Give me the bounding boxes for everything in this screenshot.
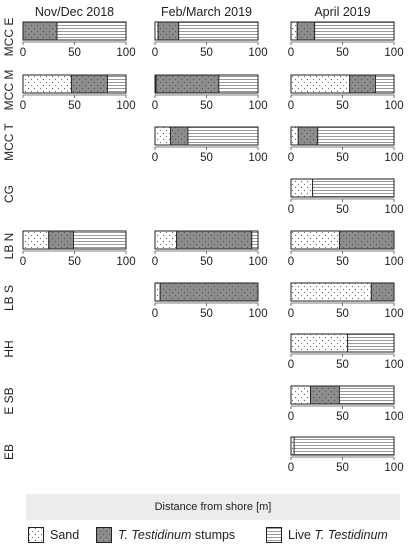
x-tick-label: 100 — [384, 359, 404, 371]
x-tick-label: 50 — [336, 152, 349, 164]
panel-cg-april-2019 — [288, 179, 404, 216]
panel-e-sb-april-2019 — [288, 386, 404, 423]
bar-segment-live — [107, 75, 126, 93]
panel-lb-s-feb-march-2019 — [152, 283, 268, 320]
panel-mcc-t-feb-march-2019 — [152, 127, 268, 164]
bar-segment-live — [188, 127, 258, 145]
bar-segment-stumps — [49, 231, 74, 249]
bar-segment-sand — [155, 283, 160, 301]
x-tick-label: 100 — [116, 47, 136, 59]
x-tick-label: 100 — [384, 308, 404, 320]
panel-lb-n-feb-march-2019 — [152, 231, 268, 268]
x-tick-label: 100 — [248, 256, 268, 268]
x-tick-label: 50 — [336, 47, 349, 59]
panel-lb-n-april-2019 — [288, 231, 404, 268]
x-tick-label: 0 — [287, 100, 295, 112]
legend-swatch-live — [266, 527, 282, 543]
x-tick-label: 50 — [68, 47, 81, 59]
x-tick-label: 50 — [336, 359, 349, 371]
x-tick-label: 50 — [336, 256, 349, 268]
panel-mcc-e-april-2019 — [288, 22, 404, 59]
row-label-eb: EB — [2, 443, 16, 461]
x-tick-label: 0 — [151, 152, 159, 164]
bar-segment-stumps — [156, 75, 219, 93]
x-tick-label: 0 — [19, 100, 27, 112]
x-tick-label: 50 — [336, 411, 349, 423]
x-tick-label: 50 — [336, 308, 349, 320]
x-axis-label: Distance from shore [m] — [26, 494, 400, 520]
bar-segment-sand — [291, 231, 339, 249]
panel-mcc-m-feb-march-2019 — [152, 75, 268, 112]
row-label-lb-n: LB N — [2, 232, 16, 260]
x-tick-label: 100 — [384, 47, 404, 59]
x-tick-label: 50 — [200, 100, 213, 112]
panel-mcc-t-april-2019 — [288, 127, 404, 164]
bar-segment-stumps — [371, 283, 394, 301]
bar-segment-stumps — [160, 283, 258, 301]
legend-swatch-stumps — [96, 527, 112, 543]
bar-segment-live — [73, 231, 126, 249]
row-label-e-sb: E SB — [2, 387, 16, 415]
x-tick-label: 50 — [336, 100, 349, 112]
bar-segment-sand — [291, 386, 311, 404]
bar-segment-live — [294, 437, 394, 455]
x-tick-label: 100 — [248, 100, 268, 112]
x-tick-label: 0 — [287, 152, 295, 164]
x-tick-label: 50 — [200, 47, 213, 59]
row-label-mcc-e: MCC E — [2, 17, 16, 57]
bar-segment-live — [313, 179, 394, 197]
column-title-april-2019: April 2019 — [314, 5, 371, 19]
bar-segment-live — [375, 75, 394, 93]
x-tick-label: 100 — [384, 204, 404, 216]
bar-segment-stumps — [23, 22, 57, 40]
x-tick-label: 0 — [287, 462, 295, 474]
bar-segment-live — [179, 22, 258, 40]
bar-segment-stumps — [177, 231, 252, 249]
bar-segment-stumps — [170, 127, 188, 145]
x-tick-label: 100 — [248, 152, 268, 164]
x-tick-label: 100 — [384, 411, 404, 423]
x-tick-label: 50 — [200, 256, 213, 268]
panel-mcc-e-nov-dec-2018 — [20, 22, 136, 59]
x-tick-label: 50 — [68, 100, 81, 112]
row-labels — [2, 18, 16, 460]
x-tick-label: 50 — [68, 256, 81, 268]
panels — [20, 22, 404, 474]
x-tick-label: 0 — [287, 47, 295, 59]
bar-segment-stumps — [158, 22, 179, 40]
panel-hh-april-2019 — [288, 334, 404, 371]
x-tick-label: 100 — [384, 462, 404, 474]
x-tick-label: 0 — [151, 100, 159, 112]
bar-segment-live — [318, 127, 394, 145]
panel-mcc-m-april-2019 — [288, 75, 404, 112]
panel-mcc-m-nov-dec-2018 — [20, 75, 136, 112]
bar-segment-live — [348, 334, 394, 352]
x-tick-label: 0 — [151, 308, 159, 320]
bar-segment-live — [57, 22, 126, 40]
bar-segment-stumps — [339, 231, 394, 249]
legend-label-live: Live T. Testidinum — [288, 528, 388, 542]
column-titles — [35, 5, 371, 19]
x-tick-label: 50 — [200, 308, 213, 320]
x-tick-label: 100 — [248, 47, 268, 59]
bar-segment-sand — [291, 283, 371, 301]
bar-segment-live — [339, 386, 394, 404]
x-tick-label: 100 — [116, 256, 136, 268]
column-title-nov-dec-2018: Nov/Dec 2018 — [34, 5, 115, 19]
x-tick-label: 0 — [151, 47, 159, 59]
x-tick-label: 0 — [287, 411, 295, 423]
x-tick-label: 0 — [287, 308, 295, 320]
x-tick-label: 100 — [384, 100, 404, 112]
bar-segment-sand — [23, 75, 71, 93]
bar-segment-stumps — [297, 22, 315, 40]
x-tick-label: 50 — [336, 462, 349, 474]
legend-label-stumps: T. Testidinum stumps — [118, 528, 236, 542]
bar-segment-sand — [291, 75, 350, 93]
x-tick-label: 0 — [19, 47, 27, 59]
panel-eb-april-2019 — [288, 437, 404, 474]
x-tick-label: 0 — [151, 256, 159, 268]
bar-segment-sand — [291, 22, 297, 40]
x-tick-label: 100 — [248, 308, 268, 320]
panel-lb-n-nov-dec-2018 — [20, 231, 136, 268]
bar-segment-stumps — [71, 75, 107, 93]
bar-segment-sand — [155, 127, 170, 145]
legend — [0, 526, 410, 548]
x-tick-label: 0 — [287, 204, 295, 216]
bar-segment-sand — [291, 334, 348, 352]
bar-segment-sand — [291, 127, 298, 145]
panel-lb-s-april-2019 — [288, 283, 404, 320]
legend-label-sand: Sand — [50, 528, 80, 542]
row-label-lb-s: LB S — [2, 284, 16, 312]
bar-segment-sand — [155, 231, 177, 249]
x-tick-label: 100 — [384, 256, 404, 268]
x-tick-label: 100 — [384, 152, 404, 164]
bar-segment-live — [219, 75, 258, 93]
bar-segment-stumps — [298, 127, 318, 145]
bar-segment-sand — [23, 231, 49, 249]
bar-segment-sand — [291, 179, 313, 197]
row-label-mcc-m: MCC M — [2, 69, 16, 111]
x-tick-label: 0 — [287, 359, 295, 371]
bar-segment-live — [252, 231, 258, 249]
x-tick-label: 0 — [19, 256, 27, 268]
bar-segment-live — [315, 22, 394, 40]
row-label-cg: CG — [2, 185, 16, 203]
x-tick-label: 50 — [336, 204, 349, 216]
x-tick-label: 100 — [116, 100, 136, 112]
row-label-mcc-t: MCC T — [2, 123, 16, 161]
bar-segment-stumps — [311, 386, 340, 404]
column-title-feb-march-2019: Feb/March 2019 — [160, 5, 253, 19]
x-tick-label: 0 — [287, 256, 295, 268]
x-tick-label: 50 — [200, 152, 213, 164]
bar-segment-stumps — [350, 75, 376, 93]
legend-swatch-sand — [28, 527, 44, 543]
panel-mcc-e-feb-march-2019 — [152, 22, 268, 59]
row-label-hh: HH — [2, 340, 16, 358]
